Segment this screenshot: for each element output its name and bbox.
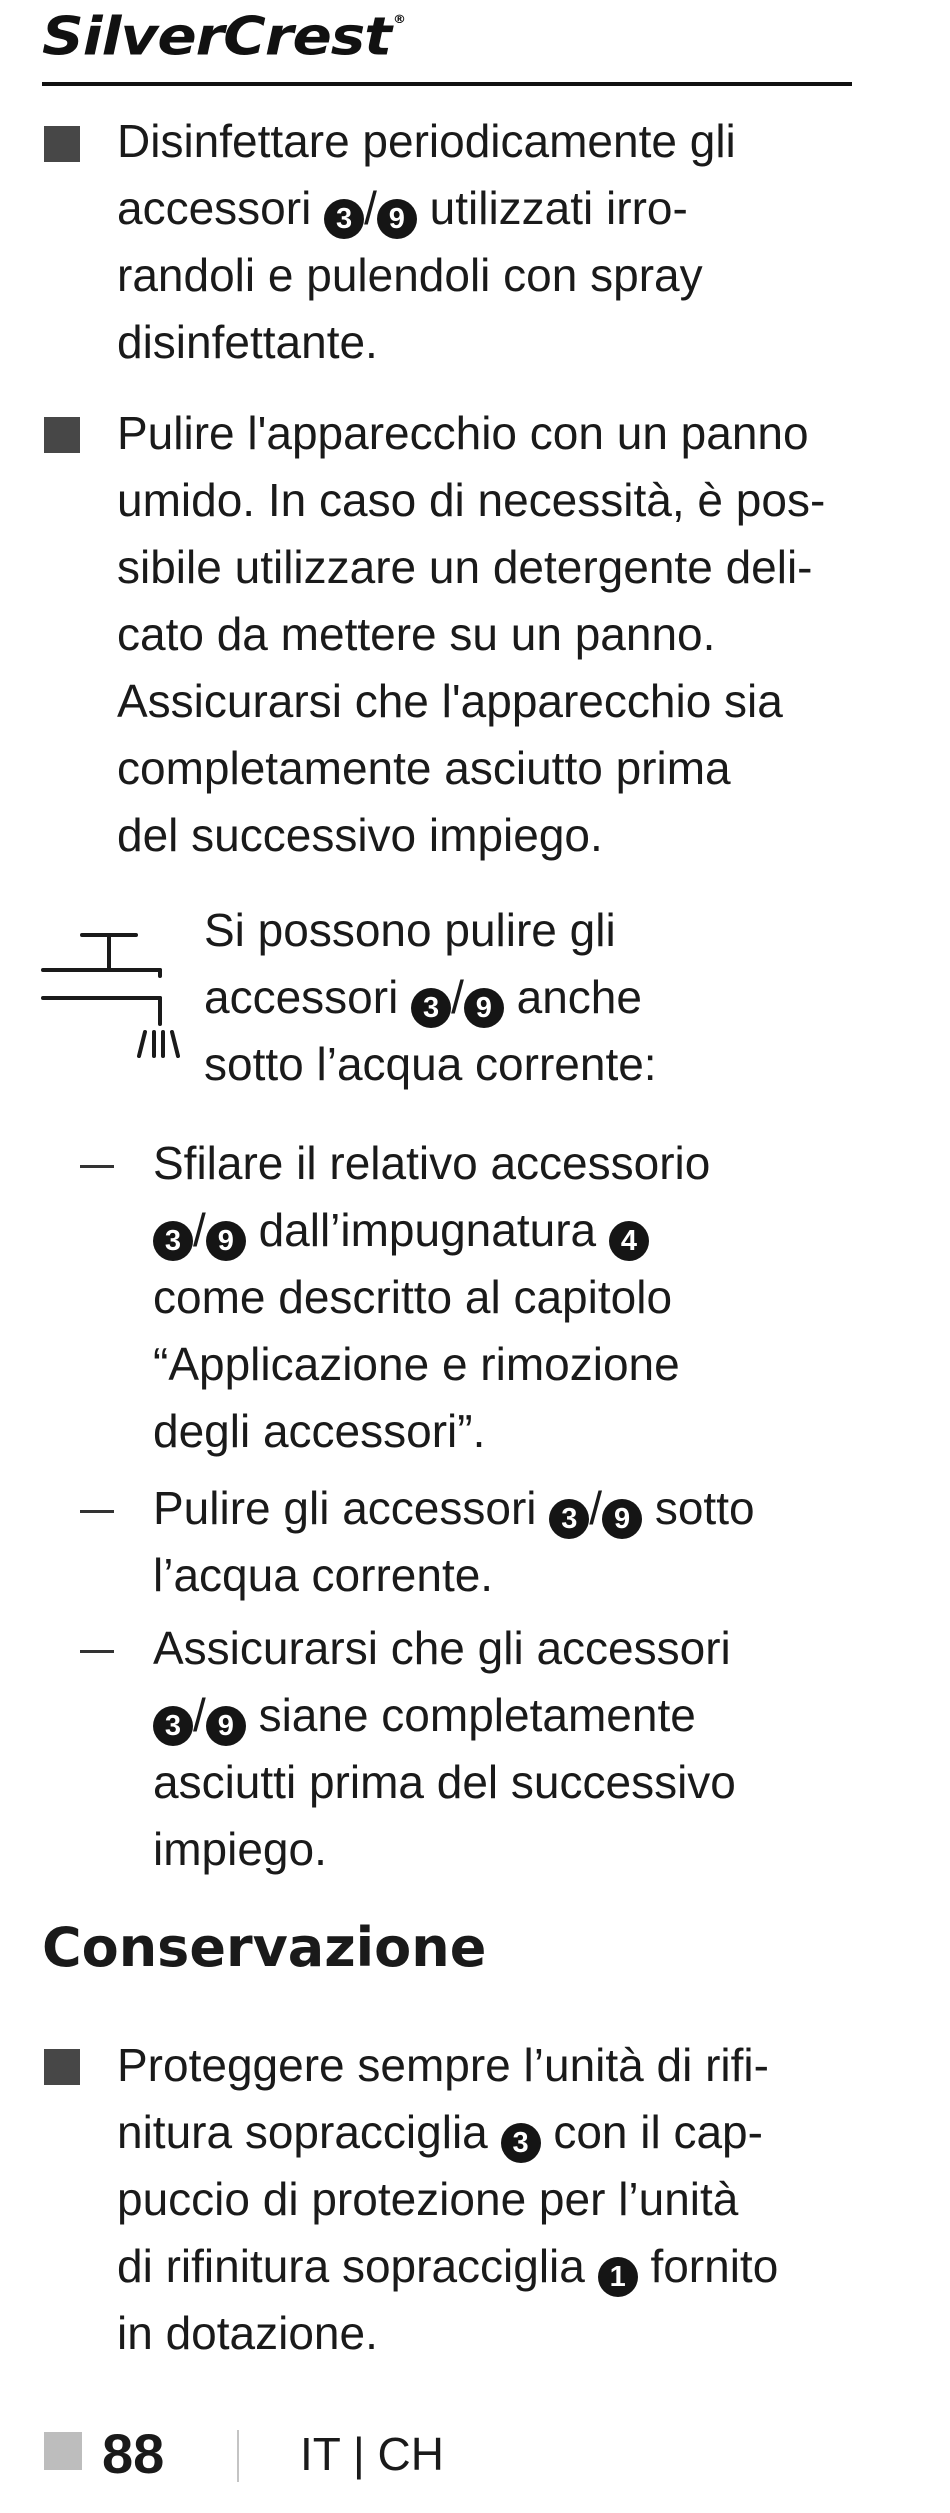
square-bullet-icon <box>44 2049 80 2085</box>
square-bullet-icon <box>44 417 80 453</box>
section-heading: Conservazione <box>42 1916 487 1979</box>
language-indicator: IT | CH <box>300 2428 444 2480</box>
page-number: 88 <box>102 2422 165 2485</box>
header-rule <box>42 82 852 86</box>
dash-item-dry-accessories: Assicurarsi che gli accessori 3 / 9 siane completamente asciutti prima del successivo impiego. <box>153 1622 736 1875</box>
dash-item-remove-accessory: Sfilare il relativo accessorio 3 / 9 dall’impugnatura 4 come descritto al capitolo “Applicazione e rimozione degli accessori”. <box>153 1137 711 1457</box>
brand-logo: SilverCrest ® <box>42 6 406 68</box>
square-bullet-icon <box>44 126 80 162</box>
bullet-paragraph-clean-device: Pulire l'apparecchio con un panno umido. In caso di necessità, è pos- sibile utilizzare un detergente deli- cato da mettere su un panno. Assicurarsi che l'apparecchio sia completamente asciutto prima del successivo impiego. <box>117 407 826 861</box>
dash-item-rinse-accessories: Pulire gli accessori 3 / 9 sotto l’acqua corrente. <box>153 1482 755 1601</box>
dash-bullet <box>80 1650 114 1653</box>
tap-note: Si possono pulire gli accessori 3 / 9 anche sotto l’acqua corrente: <box>204 904 657 1090</box>
dash-bullet <box>80 1510 114 1513</box>
footer-divider <box>237 2430 239 2482</box>
bullet-paragraph-disinfect: Disinfettare periodicamente gli accessori 3 / 9 utilizzati irro- randoli e pulendoli con spray disinfettante. <box>117 115 736 368</box>
bullet-paragraph-storage: Proteggere sempre l’unità di rifi- nitura sopracciglia 3 con il cap- puccio di protezione per l’unità di rifinitura sopracciglia 1 fornito in dotazione. <box>117 2039 779 2359</box>
footer-square-icon <box>44 2432 82 2470</box>
dash-bullet <box>80 1165 114 1168</box>
page-footer <box>42 2418 542 2490</box>
tap-water-icon <box>40 928 190 1078</box>
